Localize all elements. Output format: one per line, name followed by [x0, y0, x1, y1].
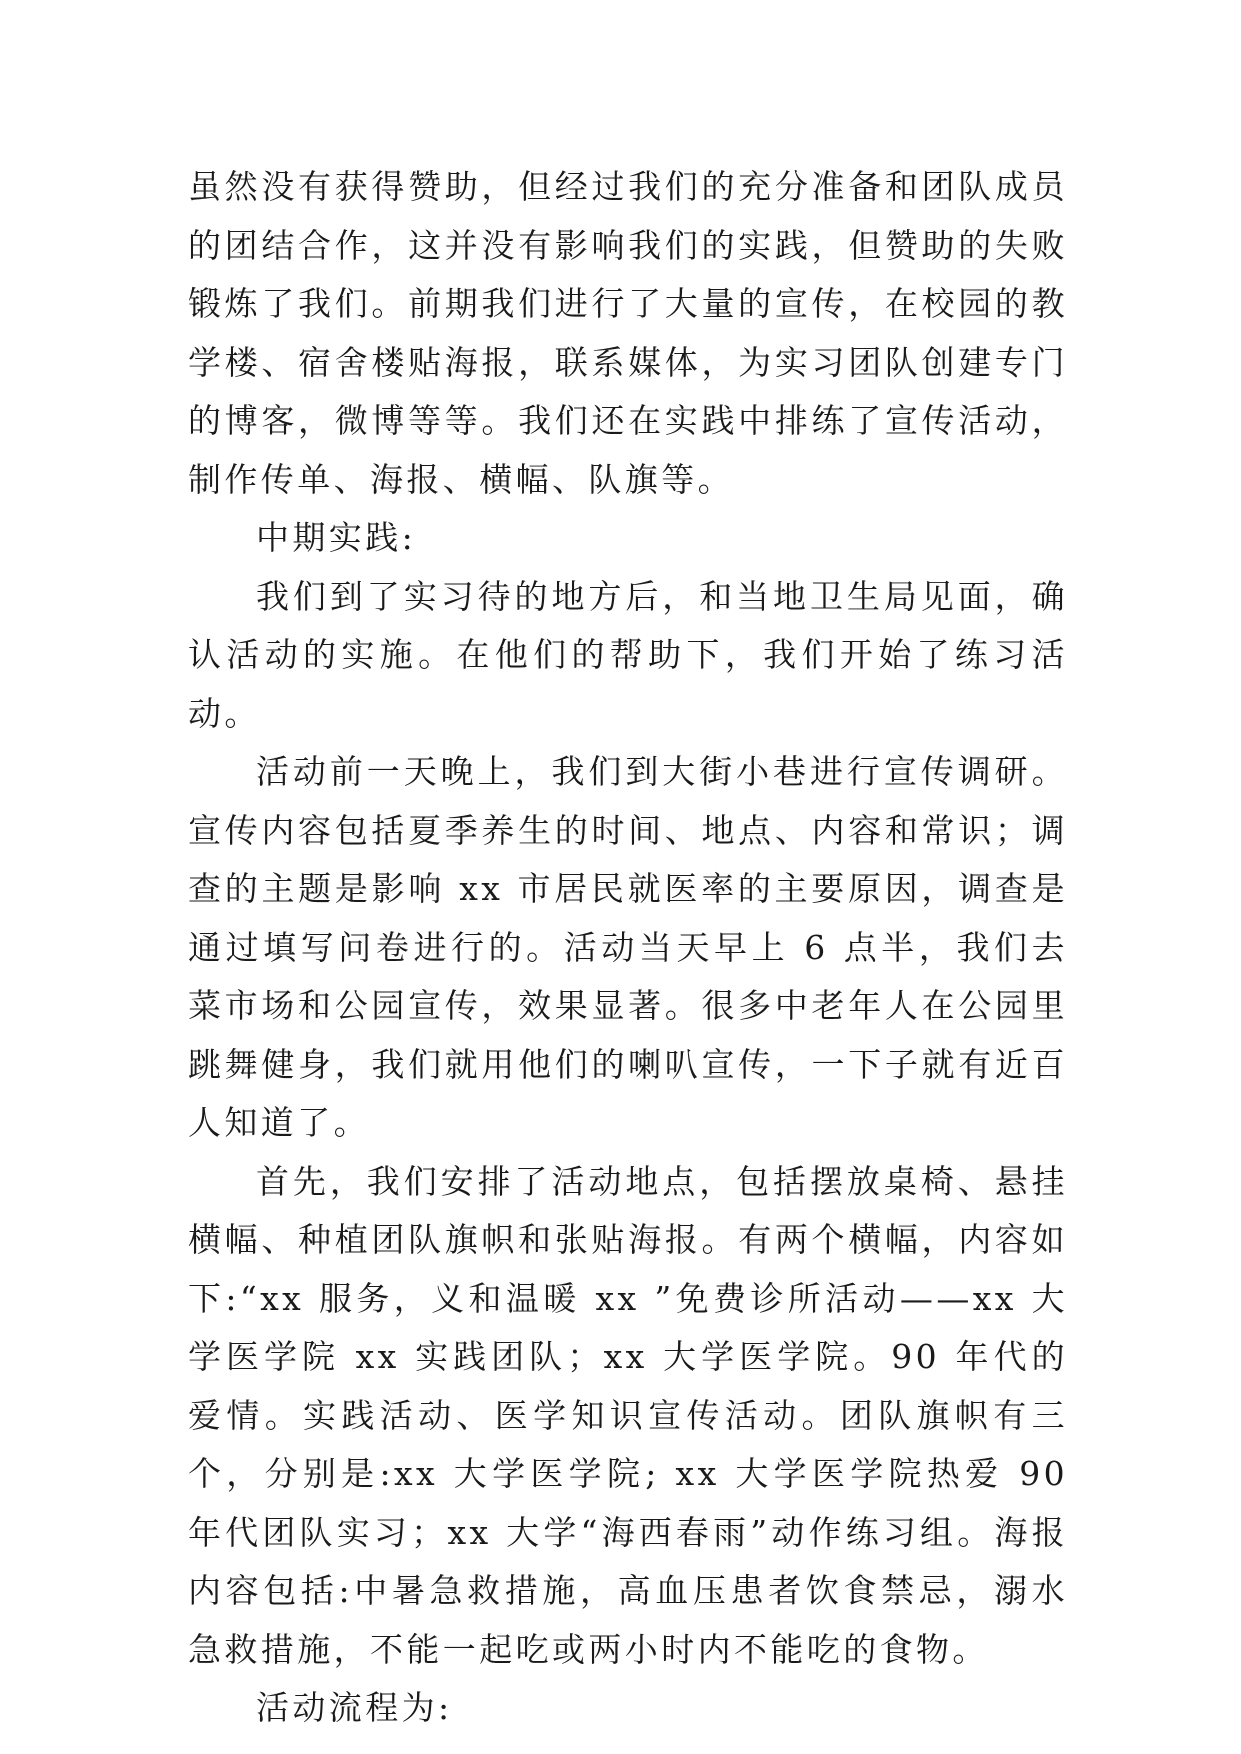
heading-mid-practice: 中期实践:	[256, 518, 417, 557]
paragraph-publicity-survey: 活动前一天晚上，我们到大街小巷进行宣传调研。宣传内容包括夏季养生的时间、地点、内容和常识；调查的主题是影响 xx 市居民就医率的主要原因，调查是通过填写问卷进行的。活动当天早上 6 点半，我们去菜市场和公园宣传，效果显著。很多中老年人在公园里跳舞健身，我们就用他们的喇叭宣传，一下子就有近百人知道了。	[188, 752, 1068, 1142]
document-body	[188, 158, 1068, 1738]
paragraph-arrival: 我们到了实习待的地方后，和当地卫生局见面，确认活动的实施。在他们的帮助下，我们开始了练习活动。	[188, 576, 1068, 733]
heading-activity-process: 活动流程为:	[256, 1688, 453, 1727]
paragraph-venue-setup: 首先，我们安排了活动地点，包括摆放桌椅、悬挂横幅、种植团队旗帜和张贴海报。有两个横幅，内容如下:“xx 服务，义和温暖 xx ”免费诊所活动——xx 大学医学院 xx 实践团队；xx 大学医学院。90 年代的爱情。实践活动、医学知识宣传活动。团队旗帜有三个，分别是:xx 大学医学院; xx 大学医学院热爱 90 年代团队实习；xx 大学“海西春雨”动作练习组。海报内容包括:中暑急救措施，高血压患者饮食禁忌，溺水急救措施，不能一起吃或两小时内不能吃的食物。	[188, 1161, 1068, 1669]
paragraph-sponsorship: 虽然没有获得赞助，但经过我们的充分准备和团队成员的团结合作，这并没有影响我们的实践，但赞助的失败锻炼了我们。前期我们进行了大量的宣传，在校园的教学楼、宿舍楼贴海报，联系媒体，为实习团队创建专门的博客，微博等等。我们还在实践中排练了宣传活动，制作传单、海报、横幅、队旗等。	[188, 167, 1068, 499]
